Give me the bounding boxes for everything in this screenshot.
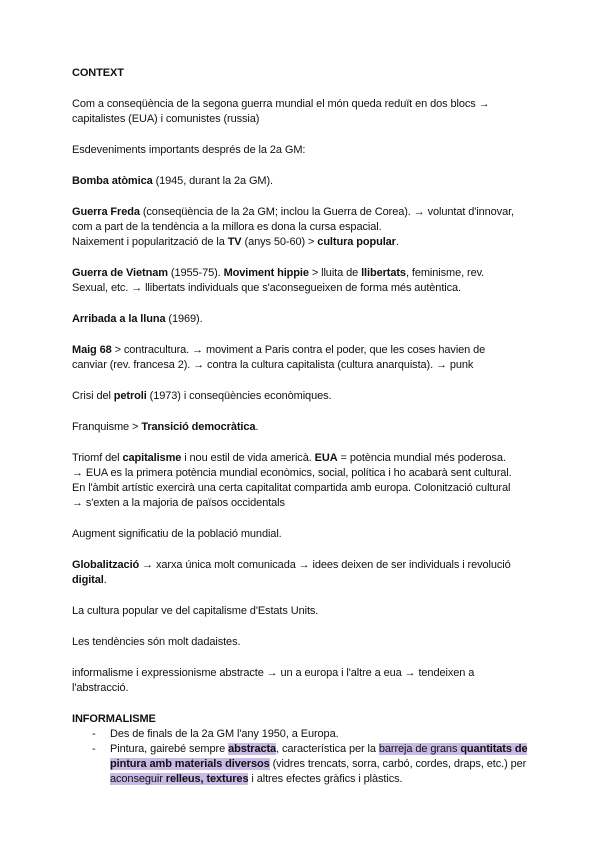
bold-text: TV [227,236,242,248]
text: Crisi del [72,390,114,402]
bold-text: digital [72,574,104,586]
paragraph-cultura-popular: La cultura popular ve del capitalisme d'Estats Units. [72,605,319,617]
text: Des de finals de la 2a GM l'any 1950, a Europa. [110,728,339,740]
text: , feminisme, rev. [405,267,485,279]
text: canviar (rev. francesa 2). → contra la cultura capitalista (cultura anarquista). → punk [72,359,474,371]
list-item [110,742,532,787]
text: Naixement i popularització de la [72,236,228,248]
text: = potència mundial més poderosa. [337,452,506,464]
bold-text: capitalisme [122,452,182,464]
paragraph-lluna [72,312,532,327]
text: (conseqüència de la 2a GM; inclou la Guerra de Corea). → voluntat d'innovar, [139,206,515,218]
text: . [395,236,399,248]
paragraph-dadaistes: Les tendències són molt dadaistes. [72,636,241,648]
text: → xarxa única molt comunicada → idees deixen de ser individuals i revolució [139,559,511,571]
text: i altres efectes gràfics i plàstics. [248,773,403,785]
bold-text: Bomba atòmica [72,175,153,187]
bold-text: Transició democràtica [141,421,256,433]
paragraph-capitalisme [72,451,532,511]
text: (vidres trencats, sorra, carbó, cordes, draps, etc.) per [269,758,527,770]
list-item [110,727,532,742]
paragraph-petroli [72,389,532,404]
paragraph-vietnam [72,266,532,296]
text: Franquisme > [72,421,142,433]
paragraph-maig-68 [72,343,532,373]
text: capitalistes (EUA) i comunistes (russia) [72,113,260,125]
text: com a part de la tendència a la millora es dona la cursa espacial. [72,221,382,233]
text: (1945, durant la 2a GM). [152,175,274,187]
text: Sexual, etc. → llibertats individuals que s'aconsegueixen de forma més autèntica. [72,282,461,294]
document-page [72,66,532,787]
text: . [255,421,259,433]
bold-text: cultura popular [317,236,396,248]
text: > contracultura. → moviment a Paris contra el poder, que les coses havien de [111,344,486,356]
paragraph-informalisme-intro [72,666,532,696]
text: → EUA es la primera potència mundial econòmics, social, política i ho acabarà sent cultural. [72,467,512,479]
text: Triomf del [72,452,123,464]
text: → s'exten a la majoria de països occidentals [72,497,285,509]
heading-context: CONTEXT [72,67,124,79]
text: . [103,574,107,586]
highlighted-text: barreja de grans [378,743,461,755]
paragraph-globalitzacio [72,558,532,588]
informalisme-list [72,727,532,787]
text: Com a conseqüència de la segona guerra mundial el món queda reduït en dos blocs → [72,98,490,110]
highlighted-bold-text: abstracta [228,743,277,755]
bold-text: EUA [314,452,338,464]
paragraph-guerra-freda [72,205,532,250]
bold-text: Maig 68 [72,344,112,356]
text: > lluita de [308,267,362,279]
bold-text: Arribada a la lluna [72,313,166,325]
text: (anys 50-60) > [241,236,318,248]
bold-text: Guerra Freda [72,206,140,218]
text: , característica per la [276,743,379,755]
text: Pintura, gairebé sempre [110,743,229,755]
highlighted-bold-text: quantitats de pintura amb materials diversos [110,743,528,770]
text: l'abstracció. [72,682,129,694]
text: (1973) i conseqüències econòmiques. [146,390,332,402]
text: (1955-75). [167,267,224,279]
paragraph-poblacio: Augment significatiu de la població mundial. [72,528,282,540]
paragraph-esdeveniments: Esdeveniments importants després de la 2a GM: [72,144,306,156]
paragraph-bomba [72,174,532,189]
bold-text: Globalització [72,559,140,571]
highlighted-bold-text: relleus, textures [165,773,249,785]
text: En l'àmbit artístic exercirà una certa capitalitat compartida amb europa. Colonització cultural [72,482,511,494]
text: i nou estil de vida americà. [181,452,315,464]
highlighted-text: aconseguir [110,773,166,785]
bold-text: Moviment hippie [223,267,309,279]
heading-informalisme: INFORMALISME [72,713,156,725]
text: informalisme i expressionisme abstracte → un a europa i l'altre a eua → tendeixen a [72,667,475,679]
paragraph-blocs [72,97,532,127]
paragraph-franquisme [72,420,532,435]
text: (1969). [165,313,203,325]
bold-text: Guerra de Vietnam [72,267,168,279]
bold-text: petroli [113,390,147,402]
bold-text: llibertats [361,267,406,279]
